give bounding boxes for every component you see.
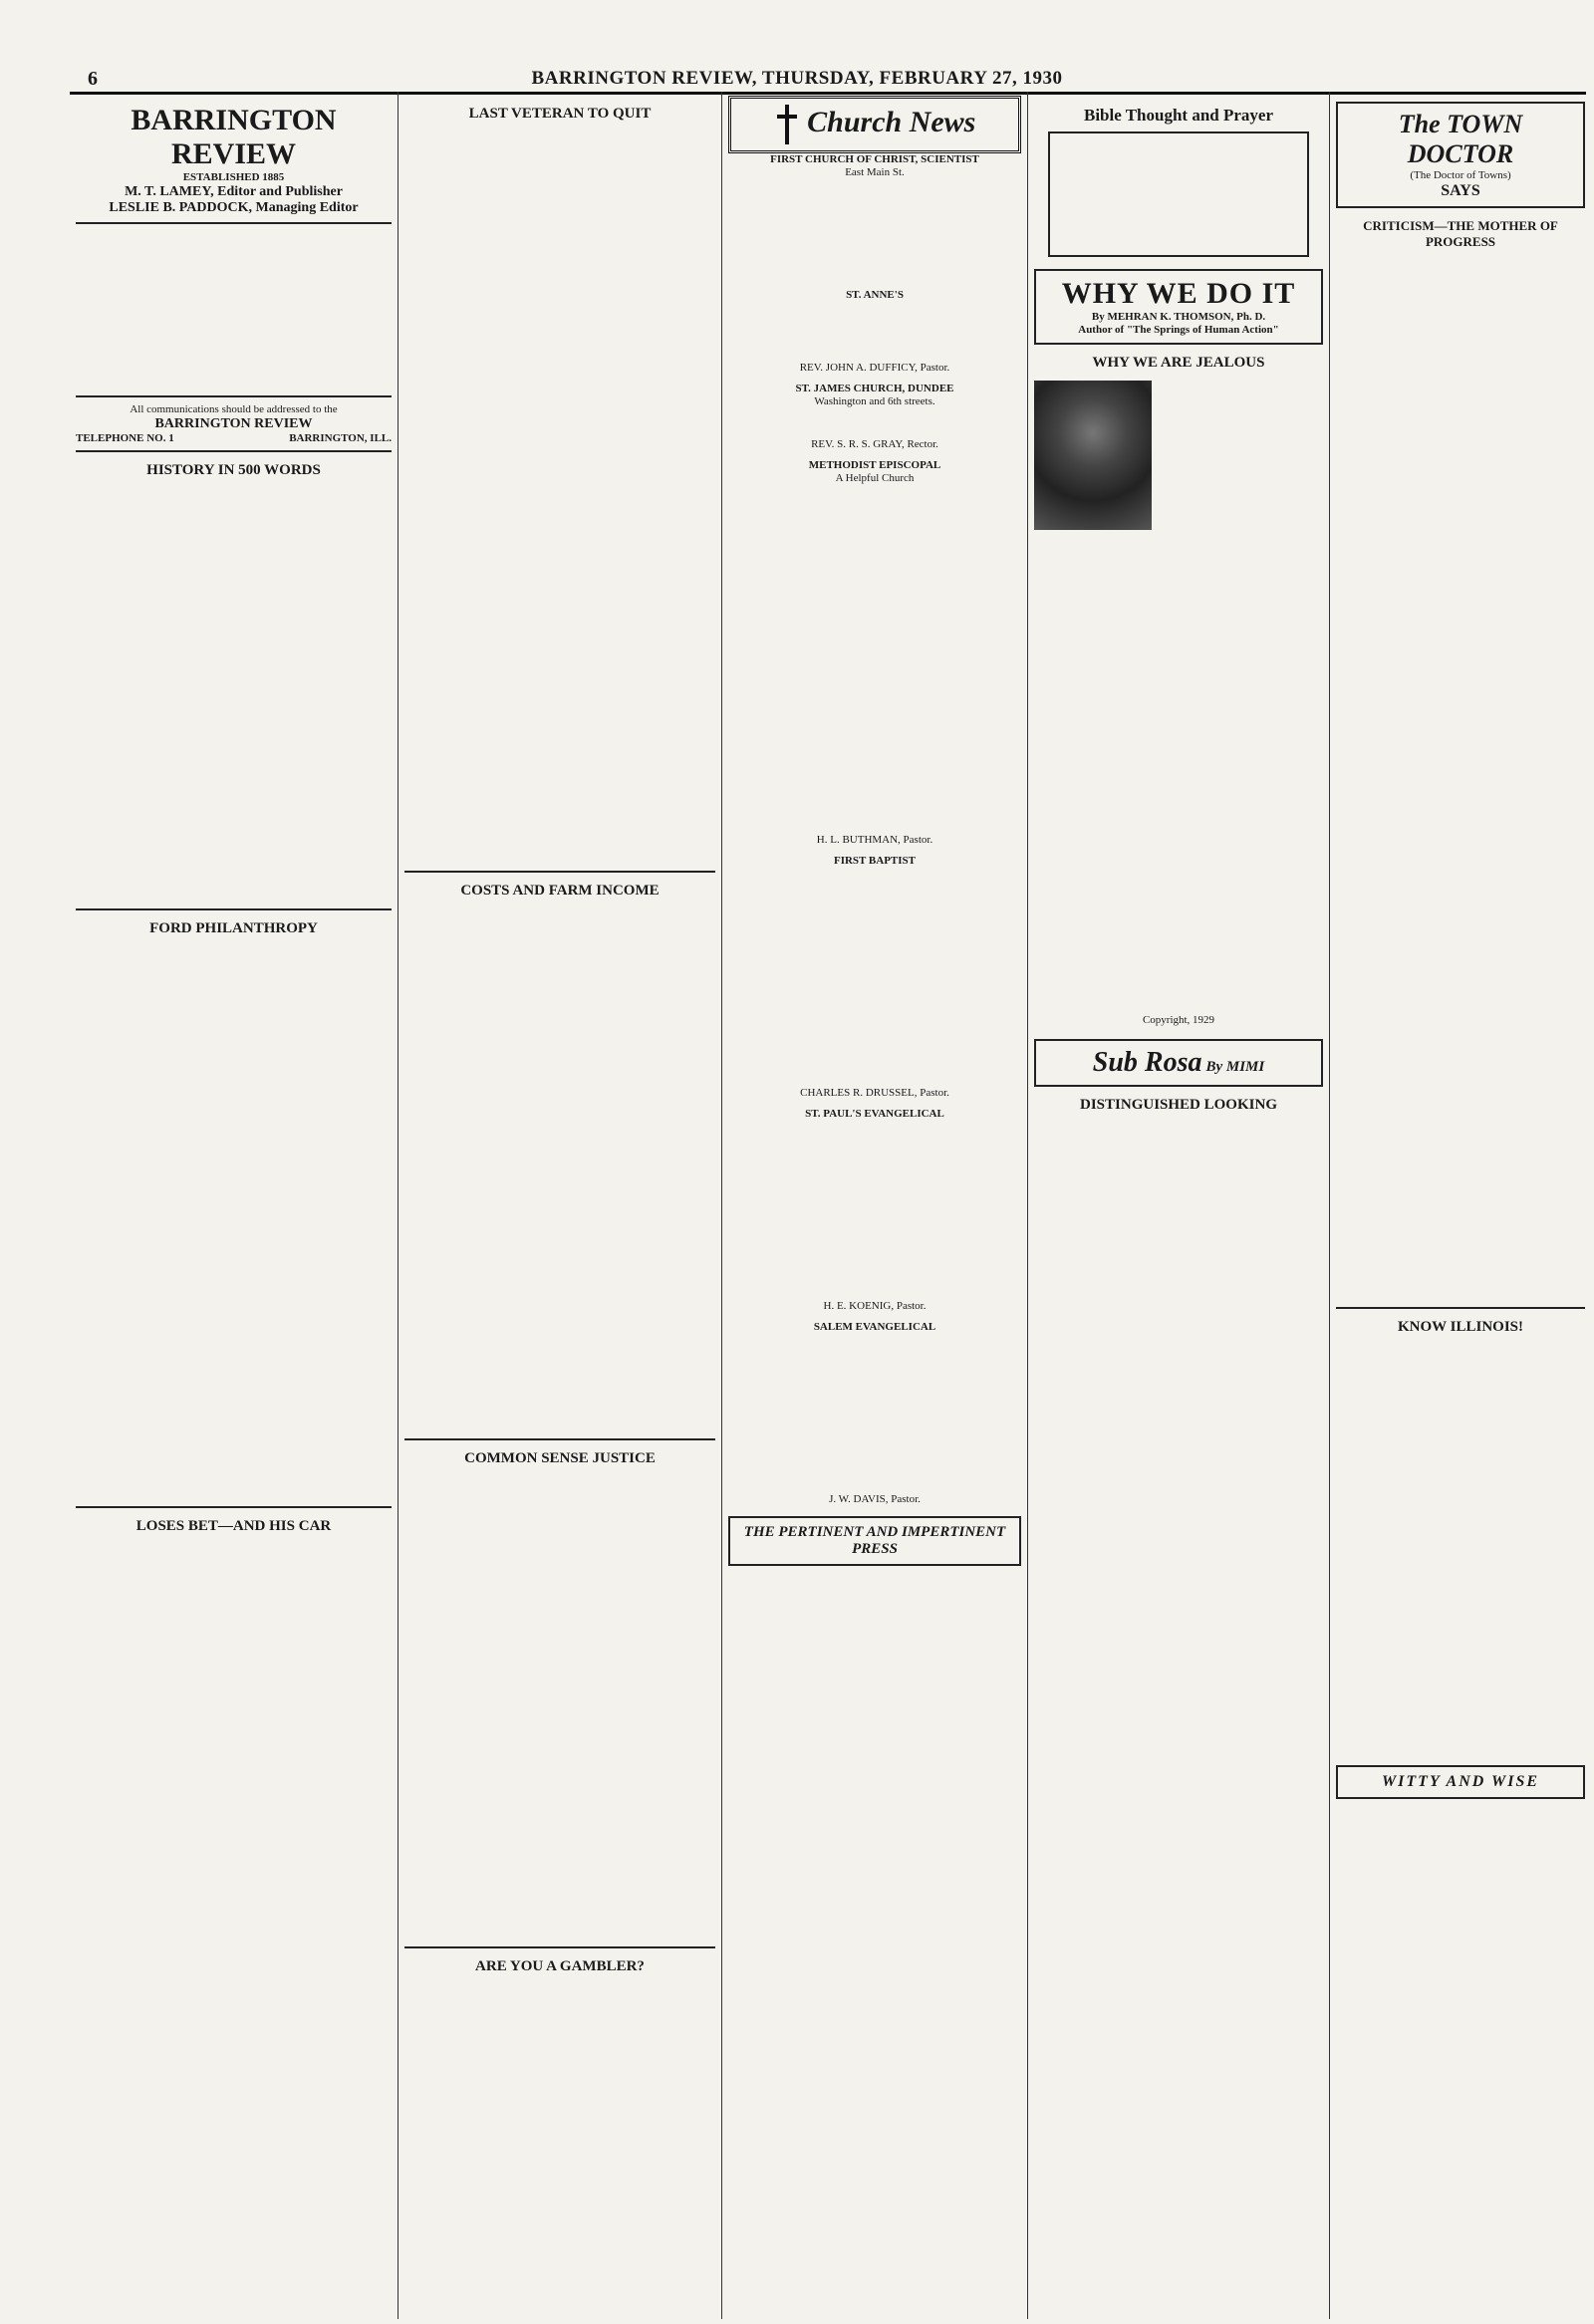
- article-body: [404, 128, 715, 865]
- article-body: [1034, 1119, 1323, 2317]
- editor-line: LESLIE B. PADDOCK, Managing Editor: [109, 200, 359, 215]
- copyright-line: Copyright, 1929: [1142, 1014, 1215, 1026]
- article-heading: COMMON SENSE JUSTICE: [464, 1450, 656, 1466]
- divider: [76, 222, 392, 224]
- church-name: METHODIST EPISCOPAL: [808, 459, 941, 471]
- sub-rosa-byline: By MIMI: [1205, 1059, 1265, 1075]
- church-news-title: Church News: [807, 105, 976, 138]
- article-body: [404, 1980, 715, 2317]
- church-name: ST. ANNE'S: [846, 289, 904, 301]
- paper-title: BARRINGTON REVIEW: [131, 104, 337, 170]
- church-name: FIRST BAPTIST: [833, 855, 917, 867]
- article-body: [404, 1472, 715, 1940]
- bible-verse: [1056, 139, 1301, 199]
- article-heading: CRITICISM—THE MOTHER OF PROGRESS: [1363, 218, 1558, 249]
- divider: [404, 871, 715, 873]
- article-heading: WHY WE ARE JEALOUS: [1092, 355, 1265, 371]
- sub-rosa-title: Sub Rosa: [1092, 1047, 1202, 1078]
- why-we-do-it-title: WHY WE DO IT: [1061, 277, 1296, 310]
- church-schedule: [728, 868, 1021, 1087]
- place-line: BARRINGTON, ILL.: [289, 432, 392, 444]
- church-schedule: [728, 408, 1021, 438]
- top-rule: [70, 92, 1586, 95]
- divider: [404, 1438, 715, 1440]
- article-heading: LAST VETERAN TO QUIT: [468, 106, 652, 122]
- communications-name: BARRINGTON REVIEW: [154, 416, 313, 431]
- column-3: [724, 96, 1025, 2317]
- church-name: FIRST CHURCH OF CHRIST, SCIENTIST: [770, 153, 979, 165]
- church-pastor: J. W. DAVIS, Pastor.: [829, 1493, 921, 1505]
- town-doctor-says: SAYS: [1441, 182, 1480, 199]
- church-pastor: H. E. KOENIG, Pastor.: [823, 1300, 927, 1312]
- article-body: [404, 904, 715, 1432]
- church-tagline: A Helpful Church: [835, 472, 915, 484]
- article-body: [76, 484, 392, 903]
- editor-line: M. T. LAMEY, Editor and Publisher: [125, 184, 343, 199]
- article-body: [1336, 255, 1585, 1301]
- telephone-line: TELEPHONE NO. 1: [76, 432, 174, 444]
- church-name: ST. JAMES CHURCH, DUNDEE: [795, 383, 954, 394]
- witty-wise-title: WITTY AND WISE: [1381, 1773, 1540, 1790]
- church-schedule: [728, 302, 1021, 362]
- church-pastor: CHARLES R. DRUSSEL, Pastor.: [800, 1087, 949, 1099]
- church-schedule: [728, 1121, 1021, 1300]
- bible-thought-title: Bible Thought and Prayer: [1083, 106, 1274, 125]
- article-body: [1336, 1805, 1585, 2317]
- article-heading: HISTORY IN 500 WORDS: [146, 462, 321, 478]
- town-doctor-title: The TOWN DOCTOR: [1398, 110, 1523, 168]
- column-divider: [1027, 92, 1028, 2319]
- church-pastor: H. L. BUTHMAN, Pastor.: [816, 834, 933, 846]
- divider: [76, 450, 392, 452]
- divider: [76, 395, 392, 397]
- church-schedule: [728, 485, 1021, 834]
- article-heading: COSTS AND FARM INCOME: [460, 883, 660, 899]
- why-byline: By MEHRAN K. THOMSON, Ph. D.: [1091, 311, 1266, 323]
- author-photo: [1034, 381, 1152, 530]
- church-schedule: [728, 1334, 1021, 1493]
- church-pastor: REV. S. R. S. GRAY, Rector.: [811, 438, 938, 450]
- pertinent-press-banner: [728, 1516, 1021, 1566]
- church-address: Washington and 6th streets.: [814, 395, 935, 407]
- article-heading: DISTINGUISHED LOOKING: [1080, 1097, 1277, 1113]
- article-heading: FORD PHILANTHROPY: [149, 920, 318, 936]
- why-author-note: Author of "The Springs of Human Action": [1078, 324, 1279, 336]
- church-name: SALEM EVANGELICAL: [813, 1321, 936, 1333]
- column-1: [72, 96, 396, 2317]
- article-heading: LOSES BET—AND HIS CAR: [135, 1518, 332, 1534]
- article-heading: KNOW ILLINOIS!: [1397, 1319, 1523, 1335]
- church-news-banner: [728, 96, 1021, 153]
- page-masthead: BARRINGTON REVIEW, THURSDAY, FEBRUARY 27, 1930: [531, 68, 1063, 89]
- church-address: East Main St.: [845, 166, 905, 178]
- divider: [76, 1506, 392, 1508]
- town-doctor-subtitle: (The Doctor of Towns): [1410, 169, 1511, 181]
- divider: [1336, 1307, 1585, 1309]
- cross-icon: [774, 105, 800, 144]
- established-line: ESTABLISHED 1885: [182, 171, 285, 183]
- church-pastor: REV. JOHN A. DUFFICY, Pastor.: [799, 362, 950, 374]
- church-name: ST. PAUL'S EVANGELICAL: [805, 1108, 944, 1120]
- article-body: [76, 942, 392, 1500]
- pertinent-press-body: [728, 1572, 1021, 2317]
- communications-line: All communications should be addressed to the: [130, 403, 338, 415]
- column-divider: [1329, 92, 1330, 2319]
- page-number: 6: [88, 68, 98, 90]
- column-2: [400, 96, 719, 2317]
- church-schedule: [728, 179, 1021, 289]
- publication-notices: [76, 230, 392, 389]
- article-heading: ARE YOU A GAMBLER?: [475, 1958, 645, 1974]
- article-body: [76, 1540, 392, 2317]
- divider: [76, 908, 392, 910]
- column-4: [1030, 96, 1327, 2317]
- article-body: [1336, 1341, 1585, 1759]
- pertinent-press-title: THE PERTINENT AND IMPERTINENT PRESS: [743, 1524, 1006, 1557]
- divider: [404, 1946, 715, 1948]
- column-divider: [721, 92, 722, 2319]
- prayer-text: [1056, 199, 1301, 249]
- column-5: [1332, 96, 1589, 2317]
